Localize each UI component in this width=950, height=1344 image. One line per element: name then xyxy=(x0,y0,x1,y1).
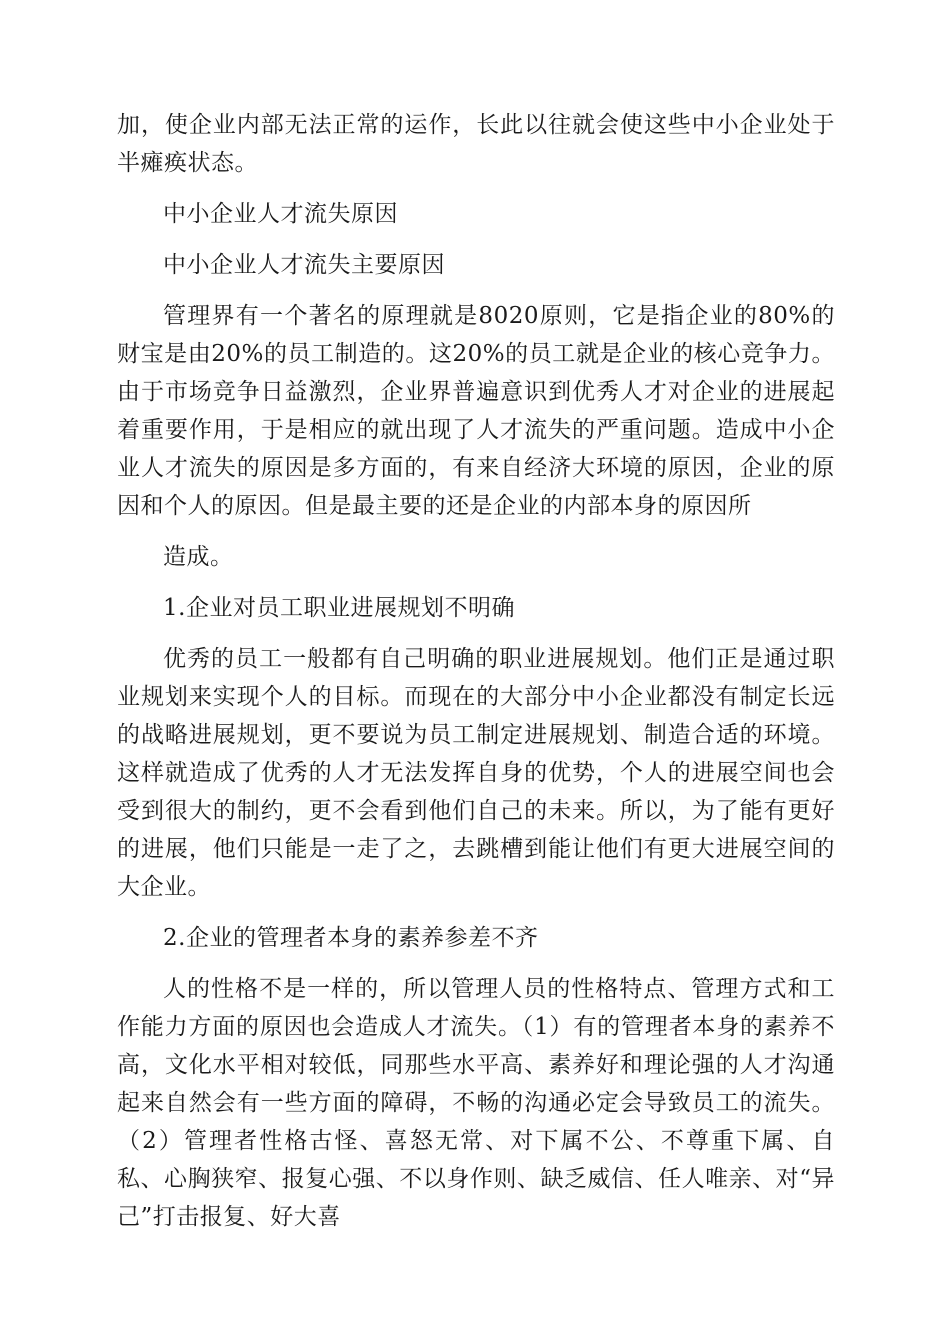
paragraph-continuation: 加，使企业内部无法正常的运作，长此以往就会使这些中小企业处于半瘫痪状态。 xyxy=(117,112,835,176)
body-paragraph: 人的性格不是一样的，所以管理人员的性格特点、管理方式和工作能力方面的原因也会造成人才流失。（1）有的管理者本身的素养不高，文化水平相对较低，同那些水平高、素养好和理论强的人才沟通起来自然会有一些方面的障碍，不畅的沟通必定会导致员工的流失。（2）管理者性格古怪、喜怒无常、对下属不公、不尊重下属、自私、心胸狭窄、报复心强、不以身作则、缺乏威信、任人唯亲、对“异己”打击报复、好大喜 xyxy=(117,976,835,1230)
body-paragraph: 造成。 xyxy=(163,544,234,570)
section-heading: 中小企业人才流失原因 xyxy=(163,201,398,227)
body-paragraph: 优秀的员工一般都有自己明确的职业进展规划。他们正是通过职业规划来实现个人的目标。而现在的大部分中小企业都没有制定长远的战略进展规划，更不要说为员工制定进展规划、制造合适的环境。这样就造成了优秀的人才无法发挥自身的优势，个人的进展空间也会受到很大的制约，更不会看到他们自己的未来。所以，为了能有更好的进展，他们只能是一走了之，去跳槽到能让他们有更大进展空间的大企业。 xyxy=(117,646,835,900)
document-page xyxy=(117,106,835,1249)
numbered-heading: 2.企业的管理者本身的素养参差不齐 xyxy=(163,925,539,951)
numbered-heading: 1.企业对员工职业进展规划不明确 xyxy=(163,595,515,621)
body-paragraph: 管理界有一个著名的原理就是8020原则，它是指企业的80%的财宝是由20%的员工制造的。这20%的员工就是企业的核心竞争力。由于市场竞争日益激烈，企业界普遍意识到优秀人才对企业的进展起着重要作用，于是相应的就出现了人才流失的严重问题。造成中小企业人才流失的原因是多方面的，有来自经济大环境的原因，企业的原因和个人的原因。但是最主要的还是企业的内部本身的原因所 xyxy=(117,303,835,519)
subsection-heading: 中小企业人才流失主要原因 xyxy=(163,252,445,278)
